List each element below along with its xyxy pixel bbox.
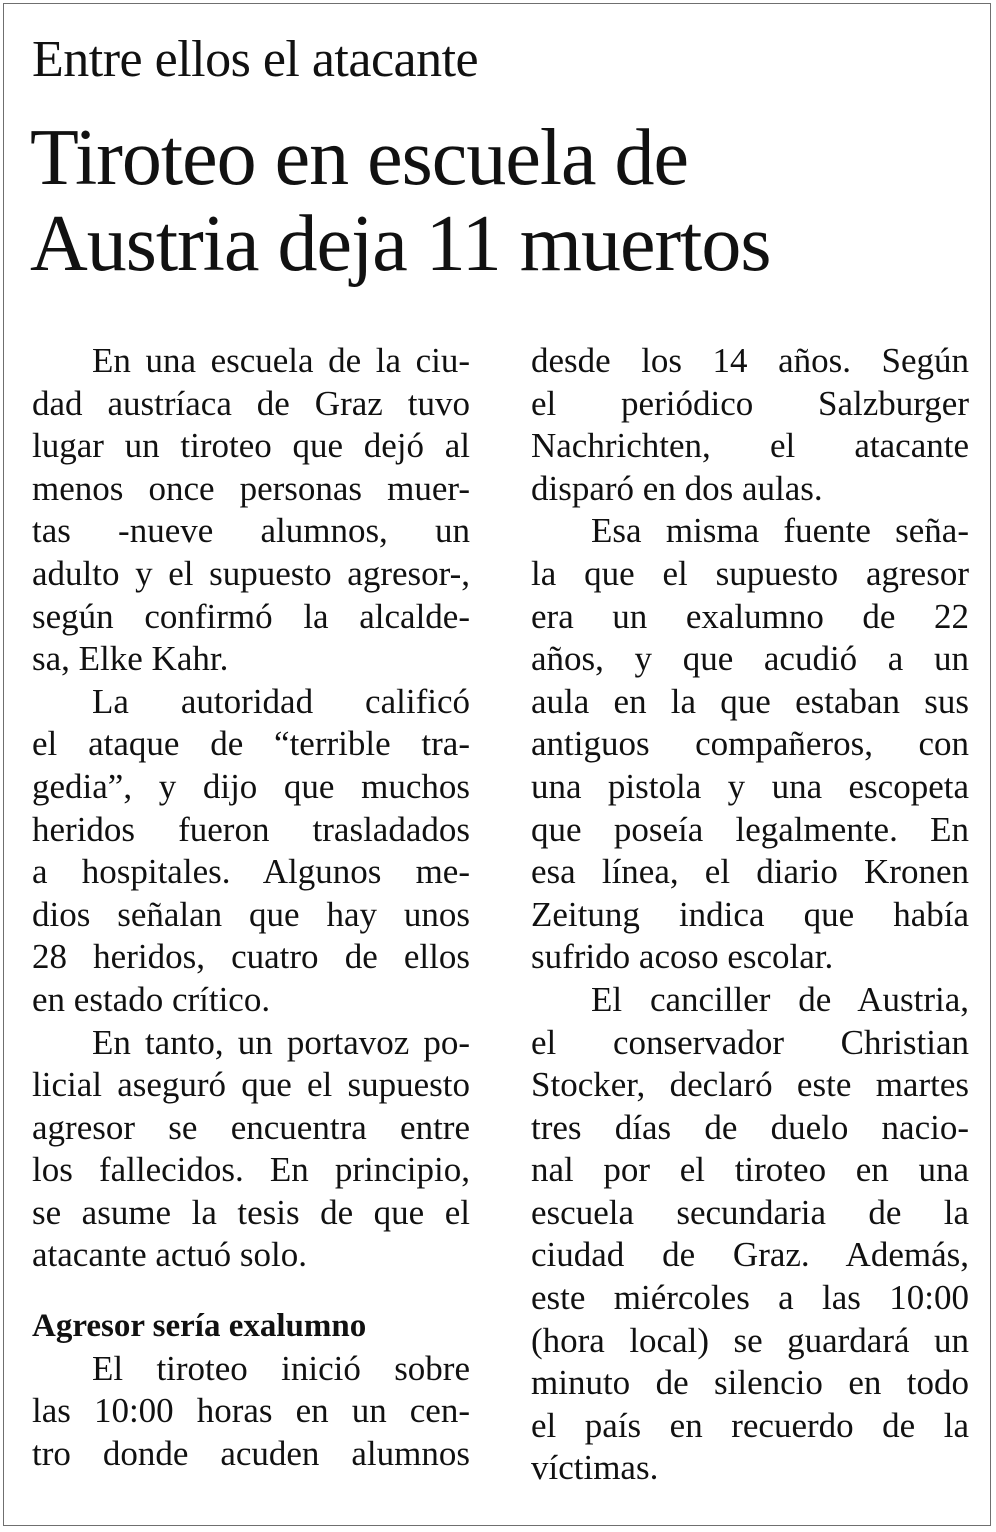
text-line: gedia”, y dijo que muchos (32, 766, 470, 806)
paragraph (32, 1348, 470, 1476)
text-line: tro donde acuden alumnos (32, 1433, 470, 1473)
text-line: en estado crítico. (32, 979, 271, 1019)
text-line: el periódico Salzburger (531, 383, 969, 423)
text-line: el conservador Christian (531, 1022, 969, 1062)
text-line: aula en la que estaban sus (531, 681, 969, 721)
text-line: una pistola y una escopeta (531, 766, 969, 806)
text-line: a hospitales. Algunos me- (32, 852, 470, 892)
right-column (531, 340, 969, 1490)
text-line: que poseía legalmente. En (531, 809, 969, 849)
paragraph (531, 340, 969, 510)
text-line: antiguos compañeros, con (531, 724, 969, 764)
text-line: las 10:00 horas en un cen- (32, 1391, 470, 1431)
text-line: dad austríaca de Graz tuvo (32, 383, 470, 423)
text-line: esa línea, el diario Kronen (531, 852, 969, 892)
text-line: desde los 14 años. Según (531, 341, 969, 380)
text-line: la que el supuesto agresor (531, 553, 969, 593)
text-line: Zeitung indica que había (531, 894, 969, 934)
headline-line: Tiroteo en escuela de (30, 114, 689, 202)
text-line: sufrido acoso escolar. (531, 937, 834, 977)
text-line: menos once personas muer- (32, 468, 470, 508)
text-line: este miércoles a las 10:00 (531, 1278, 969, 1318)
text-line: tres días de duelo nacio- (531, 1107, 969, 1147)
paragraph (32, 681, 470, 1022)
paragraph (531, 510, 969, 979)
text-line: era un exalumno de 22 (531, 596, 969, 636)
text-line: los fallecidos. En principio, (32, 1150, 470, 1190)
text-line: adulto y el supuesto agresor-, (32, 553, 470, 593)
text-line: víctimas. (531, 1448, 659, 1488)
text-line: La autoridad calificó (92, 681, 470, 721)
article-subhead: Agresor sería exalumno (32, 1308, 367, 1345)
text-line: tas -nueve alumnos, un (32, 511, 470, 551)
article-headline (30, 115, 970, 287)
text-line: heridos fueron trasladados (32, 809, 470, 849)
text-line: años, y que acudió a un (531, 639, 969, 679)
text-line: el país en recuerdo de la (531, 1405, 969, 1445)
text-line: sa, Elke Kahr. (32, 639, 229, 679)
text-line: se asume la tesis de que el (32, 1192, 470, 1232)
text-line: El tiroteo inició sobre (92, 1348, 470, 1388)
text-line: agresor se encuentra entre (32, 1107, 470, 1147)
paragraph (531, 979, 969, 1490)
text-line: disparó en dos aulas. (531, 468, 823, 508)
text-line: escuela secundaria de la (531, 1192, 969, 1232)
text-line: licial aseguró que el supuesto (32, 1065, 470, 1105)
text-line: En tanto, un portavoz po- (92, 1022, 470, 1062)
text-line: Stocker, declaró este martes (531, 1065, 969, 1105)
paragraph (32, 1022, 470, 1278)
text-line: Nachrichten, el atacante (531, 426, 969, 466)
text-line: nal por el tiroteo en una (531, 1150, 969, 1190)
text-line: (hora local) se guardará un (531, 1320, 969, 1360)
text-line: El canciller de Austria, (591, 979, 969, 1019)
headline-line: Austria deja 11 muertos (30, 200, 771, 288)
text-line: minuto de silencio en todo (531, 1363, 969, 1403)
text-line: atacante actuó solo. (32, 1235, 308, 1275)
text-line: según confirmó la alcalde- (32, 596, 470, 636)
text-line: 28 heridos, cuatro de ellos (32, 937, 470, 977)
paragraph (32, 340, 470, 681)
text-line: Esa misma fuente seña- (591, 511, 969, 551)
text-line: lugar un tiroteo que dejó al (32, 426, 470, 466)
text-line: el ataque de “terrible tra- (32, 724, 470, 764)
text-line: ciudad de Graz. Además, (531, 1235, 969, 1275)
left-column (32, 340, 470, 1475)
article-kicker: Entre ellos el atacante (32, 31, 479, 88)
text-line: En una escuela de la ciu- (92, 341, 470, 380)
text-line: dios señalan que hay unos (32, 894, 470, 934)
